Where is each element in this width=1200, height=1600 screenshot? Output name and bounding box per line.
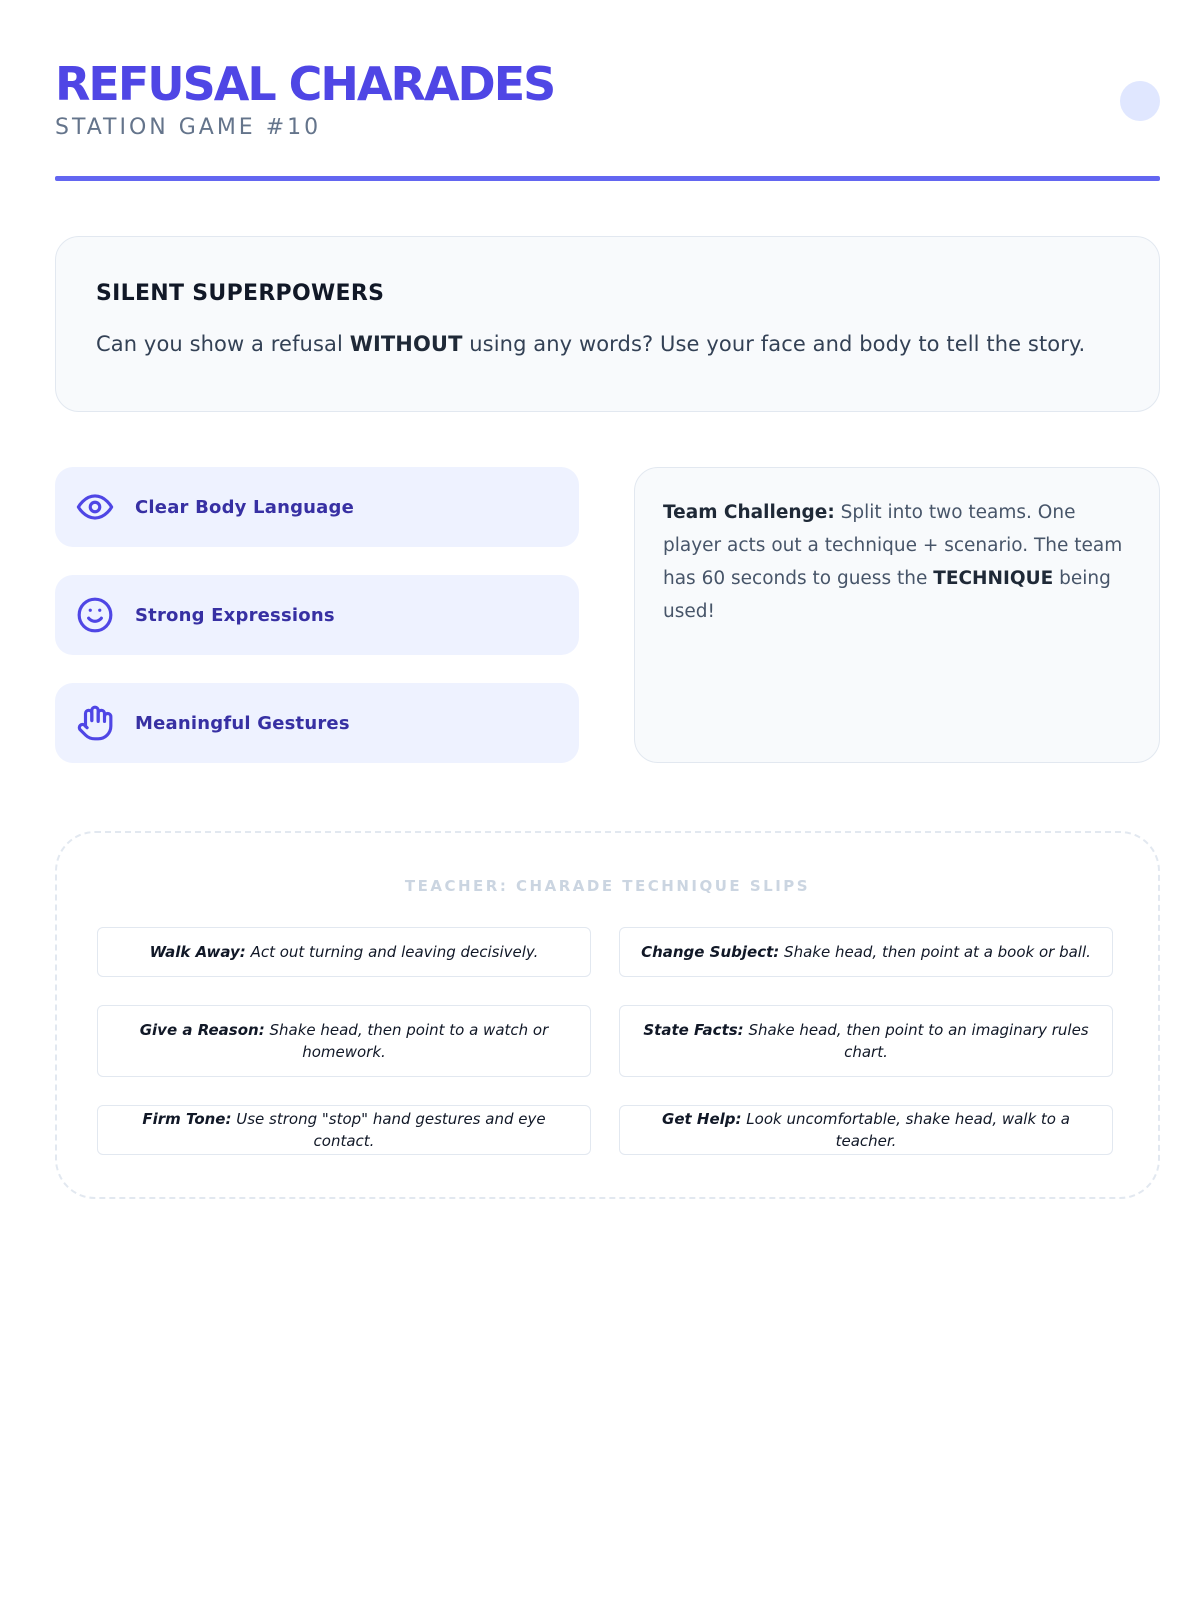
intro-text-part: using any words? Use your face and body to tell the story. — [462, 332, 1086, 356]
slip-lead: Change Subject: — [641, 943, 780, 961]
slip-lead: Walk Away: — [149, 943, 246, 961]
technique-slips-panel — [55, 831, 1160, 1199]
slip-lead: Give a Reason: — [139, 1021, 265, 1039]
intro-text — [96, 332, 1119, 356]
decorative-dot — [1120, 81, 1160, 121]
slip-text: Shake head, then point to an imaginary rules chart. — [743, 1021, 1089, 1061]
intro-text-emphasis: WITHOUT — [349, 332, 463, 356]
team-challenge-card — [634, 467, 1160, 763]
technique-slip — [97, 1105, 591, 1155]
hand-icon — [75, 703, 115, 743]
page-title: REFUSAL CHARADES — [55, 57, 555, 111]
superpower-list — [55, 467, 579, 763]
technique-slip — [97, 1005, 591, 1077]
page-header — [55, 55, 1160, 140]
technique-slip — [619, 927, 1113, 977]
technique-slip — [619, 1005, 1113, 1077]
intro-heading: SILENT SUPERPOWERS — [96, 281, 385, 306]
page-subtitle: STATION GAME #10 — [55, 115, 322, 140]
smile-icon — [75, 595, 115, 635]
header-divider — [55, 176, 1160, 181]
intro-text-part: Can you show a refusal — [96, 332, 350, 356]
slip-text: Look uncomfortable, shake head, walk to a teacher. — [741, 1110, 1070, 1150]
superpower-item — [55, 683, 579, 763]
technique-slip — [97, 927, 591, 977]
superpower-label: Clear Body Language — [135, 496, 355, 518]
superpower-item — [55, 467, 579, 547]
slip-text: Shake head, then point to a watch or homework. — [264, 1021, 549, 1061]
slip-lead: Get Help: — [662, 1110, 742, 1128]
team-challenge-emphasis: TECHNIQUE — [933, 568, 1054, 589]
team-challenge-lead: Team Challenge: — [663, 502, 835, 523]
team-challenge-part: being used! — [663, 568, 1111, 622]
team-challenge-text — [663, 496, 1131, 628]
team-challenge-part: Split into two teams. One player acts out a technique + scenario. The team has 60 seconds to guess the — [663, 502, 1123, 589]
slip-text: Shake head, then point at a book or ball. — [779, 943, 1091, 961]
slip-lead: State Facts: — [643, 1021, 744, 1039]
superpower-item — [55, 575, 579, 655]
intro-card — [55, 236, 1160, 412]
slip-text: Use strong "stop" hand gestures and eye contact. — [231, 1110, 546, 1150]
slips-title: TEACHER: CHARADE TECHNIQUE SLIPS — [404, 877, 811, 895]
slip-lead: Firm Tone: — [142, 1110, 232, 1128]
eye-icon — [75, 487, 115, 527]
superpower-label: Meaningful Gestures — [135, 712, 350, 734]
slip-text: Act out turning and leaving decisively. — [245, 943, 539, 961]
technique-slip — [619, 1105, 1113, 1155]
superpower-label: Strong Expressions — [135, 604, 335, 626]
